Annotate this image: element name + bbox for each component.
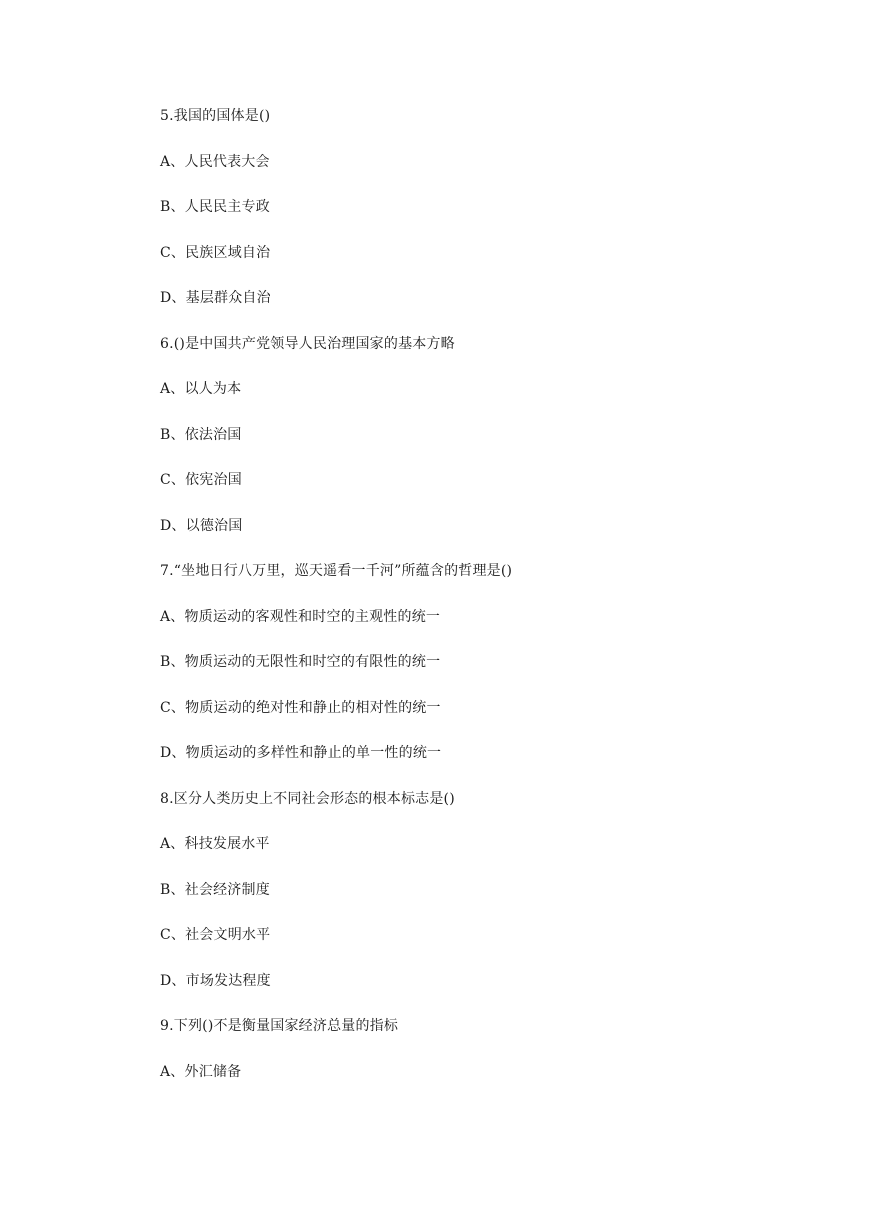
- question-8-option-d: D、市场发达程度: [160, 972, 271, 989]
- question-6-option-a: A、以人为本: [160, 381, 242, 397]
- question-6-stem: 6.()是中国共产党领导人民治理国家的基本方略: [160, 335, 455, 352]
- question-7-option-b: B、物质运动的无限性和时空的有限性的统一: [160, 654, 441, 670]
- question-9-stem: 9.下列()不是衡量国家经济总量的指标: [160, 1018, 399, 1034]
- question-5-option-d: D、基层群众自治: [160, 290, 271, 306]
- question-6-option-b: B、依法治国: [160, 426, 242, 443]
- question-9-option-a: A、外汇储备: [160, 1063, 242, 1080]
- question-5-stem: 5.我国的国体是(): [160, 108, 271, 124]
- question-8-option-c: C、社会文明水平: [160, 927, 271, 943]
- question-8-stem: 8.区分人类历史上不同社会形态的根本标志是(): [160, 790, 455, 807]
- question-5-option-b: B、人民民主专政: [160, 199, 270, 215]
- question-5-option-c: C、民族区域自治: [160, 244, 271, 261]
- question-7-option-d: D、物质运动的多样性和静止的单一性的统一: [160, 745, 442, 761]
- question-7-option-c: C、物质运动的绝对性和静止的相对性的统一: [160, 699, 441, 716]
- question-8-option-b: B、社会经济制度: [160, 881, 270, 898]
- question-6-option-d: D、以德治国: [160, 517, 243, 534]
- question-6-option-c: C、依宪治国: [160, 472, 242, 488]
- question-8-option-a: A、科技发展水平: [160, 836, 270, 852]
- question-5-option-a: A、人民代表大会: [160, 153, 270, 170]
- question-7-option-a: A、物质运动的客观性和时空的主观性的统一: [160, 608, 441, 625]
- document-page: [160, 104, 840, 1105]
- question-7-stem: 7.“坐地日行八万里，巡天遥看一千河”所蕴含的哲理是(): [160, 563, 513, 579]
